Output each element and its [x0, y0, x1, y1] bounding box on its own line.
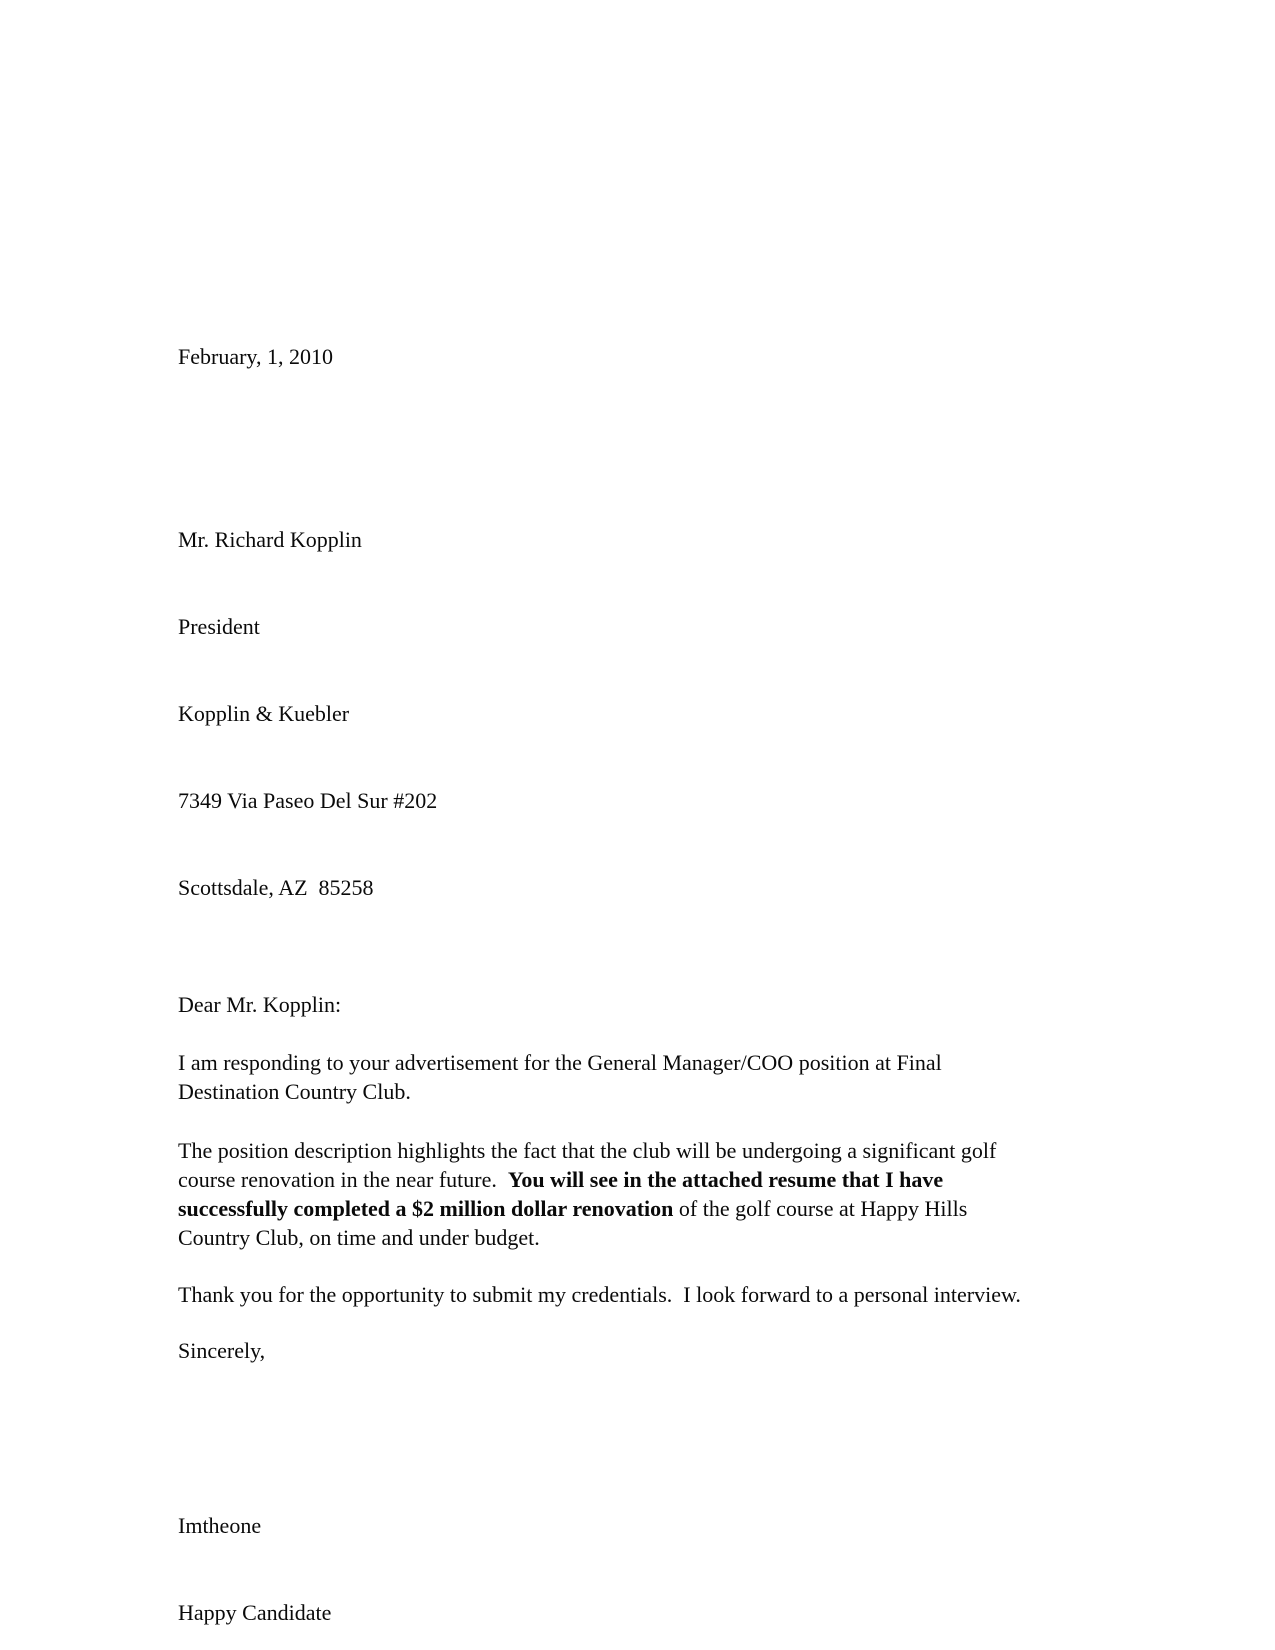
paragraph-renovation-start: The position description highlights the fact that the club will be undergoing a significant golf course renovation in the near future. [178, 1138, 1002, 1192]
closing: Sincerely, [178, 1338, 266, 1363]
recipient-name: Mr. Richard Kopplin [178, 527, 362, 552]
letter-date: February, 1, 2010 [178, 344, 333, 369]
salutation: Dear Mr. Kopplin: [178, 992, 342, 1017]
paragraph-renovation-bold-claim: You will see in the attached resume that I have successfully completed a $2 million dollar renovation [178, 1167, 949, 1221]
signature-block [178, 1453, 1030, 1650]
signature-name: Imtheone [178, 1513, 262, 1538]
signature-title: Happy Candidate [178, 1600, 332, 1625]
recipient-address-block [178, 467, 1030, 960]
recipient-city-state-zip: Scottsdale, AZ 85258 [178, 875, 374, 900]
paragraph-renovation-end: of the golf course at Happy Hills Country Club, on time and under budget. [178, 1196, 973, 1250]
paragraph-intro: I am responding to your advertisement for the General Manager/COO position at Final Destination Country Club. [178, 1050, 948, 1104]
recipient-company: Kopplin & Kuebler [178, 701, 350, 726]
recipient-street: 7349 Via Paseo Del Sur #202 [178, 788, 438, 813]
paragraph-renovation [178, 1136, 1030, 1252]
paragraph-thanks: Thank you for the opportunity to submit my credentials. I look forward to a personal interview. [178, 1282, 1021, 1307]
recipient-title: President [178, 614, 260, 639]
